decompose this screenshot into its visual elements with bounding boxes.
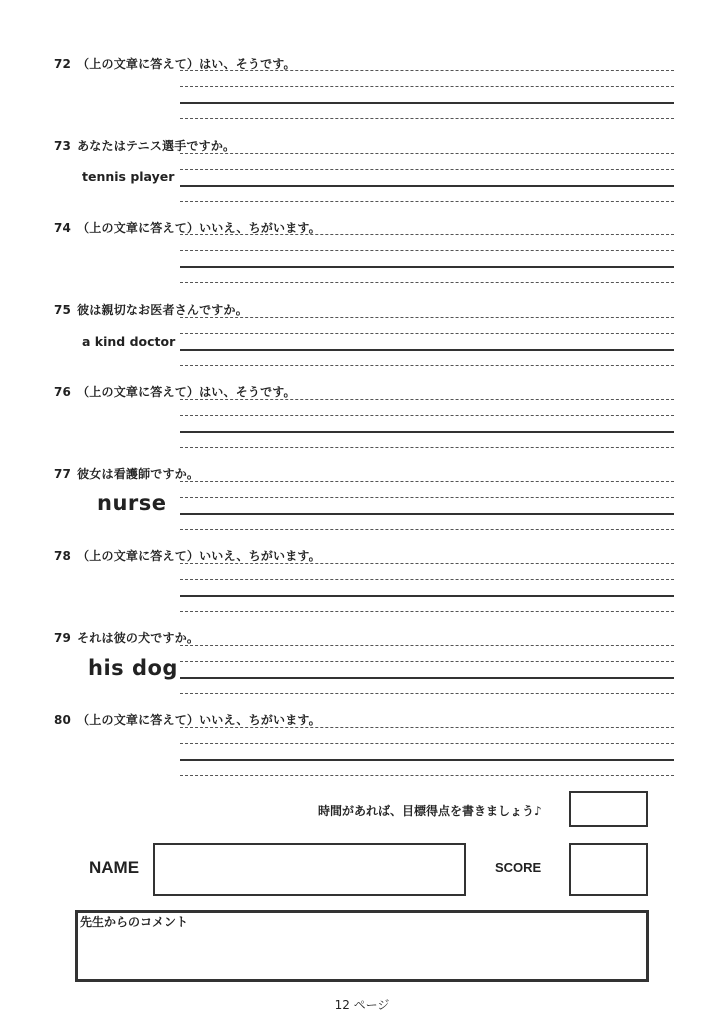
answer-line-top bbox=[180, 563, 674, 564]
answer-line-mid bbox=[180, 86, 674, 87]
answer-baseline[interactable] bbox=[180, 185, 674, 187]
answer-line-bottom bbox=[180, 447, 674, 448]
score-label: SCORE bbox=[495, 860, 542, 875]
answer-line-top bbox=[180, 317, 674, 318]
question-text: （上の文章に答えて）はい、そうです。 bbox=[77, 57, 296, 71]
answer-line-bottom bbox=[180, 529, 674, 530]
question-number: 80 bbox=[54, 713, 72, 727]
answer-line-bottom bbox=[180, 693, 674, 694]
question-text: あなたはテニス選手ですか。 bbox=[77, 139, 236, 153]
answer-line-top bbox=[180, 727, 674, 728]
question-number: 79 bbox=[54, 631, 72, 645]
score-box[interactable] bbox=[569, 843, 648, 896]
answer-line-mid bbox=[180, 250, 674, 251]
answer-baseline[interactable] bbox=[180, 759, 674, 761]
answer-line-bottom bbox=[180, 282, 674, 283]
name-label: NAME bbox=[89, 858, 140, 877]
goal-score-prompt: 時間があれば、目標得点を書きましょう♪ bbox=[318, 804, 542, 818]
question-number: 75 bbox=[54, 303, 72, 317]
answer-line-top bbox=[180, 399, 674, 400]
question-number: 74 bbox=[54, 221, 72, 235]
question-number: 72 bbox=[54, 57, 72, 71]
hint-word: nurse bbox=[97, 491, 167, 515]
answer-baseline[interactable] bbox=[180, 677, 674, 679]
question-text: （上の文章に答えて）いいえ、ちがいます。 bbox=[77, 549, 321, 563]
hint-word: his dog bbox=[88, 656, 178, 680]
answer-baseline[interactable] bbox=[180, 102, 674, 104]
answer-line-top bbox=[180, 481, 674, 482]
teacher-comment-label: 先生からのコメント bbox=[80, 915, 189, 929]
answer-line-bottom bbox=[180, 365, 674, 366]
question-number: 77 bbox=[54, 467, 72, 481]
answer-baseline[interactable] bbox=[180, 595, 674, 597]
answer-line-mid bbox=[180, 415, 674, 416]
page-number: 12 ページ bbox=[334, 998, 390, 1012]
goal-score-box[interactable] bbox=[569, 791, 648, 827]
answer-baseline[interactable] bbox=[180, 431, 674, 433]
question-text: （上の文章に答えて）いいえ、ちがいます。 bbox=[77, 713, 321, 727]
answer-baseline[interactable] bbox=[180, 266, 674, 268]
answer-line-mid bbox=[180, 743, 674, 744]
hint-word: a kind doctor bbox=[82, 334, 176, 349]
answer-baseline[interactable] bbox=[180, 349, 674, 351]
question-number: 78 bbox=[54, 549, 72, 563]
answer-line-mid bbox=[180, 169, 674, 170]
answer-line-mid bbox=[180, 333, 674, 334]
answer-line-bottom bbox=[180, 611, 674, 612]
hint-word: tennis player bbox=[82, 169, 175, 184]
name-box[interactable] bbox=[153, 843, 466, 896]
answer-line-mid bbox=[180, 497, 674, 498]
answer-line-top bbox=[180, 153, 674, 154]
answer-line-top bbox=[180, 70, 674, 71]
question-text: 彼女は看護師ですか。 bbox=[77, 467, 200, 481]
question-text: 彼は親切なお医者さんですか。 bbox=[77, 303, 248, 317]
answer-line-bottom bbox=[180, 118, 674, 119]
answer-baseline[interactable] bbox=[180, 513, 674, 515]
question-number: 73 bbox=[54, 139, 72, 153]
answer-line-bottom bbox=[180, 775, 674, 776]
question-text: （上の文章に答えて）いいえ、ちがいます。 bbox=[77, 221, 321, 235]
question-text: （上の文章に答えて）はい、そうです。 bbox=[77, 385, 296, 399]
answer-line-top bbox=[180, 645, 674, 646]
answer-line-top bbox=[180, 234, 674, 235]
answer-line-mid bbox=[180, 579, 674, 580]
question-text: それは彼の犬ですか。 bbox=[77, 631, 200, 645]
question-number: 76 bbox=[54, 385, 72, 399]
answer-line-bottom bbox=[180, 201, 674, 202]
answer-line-mid bbox=[180, 661, 674, 662]
